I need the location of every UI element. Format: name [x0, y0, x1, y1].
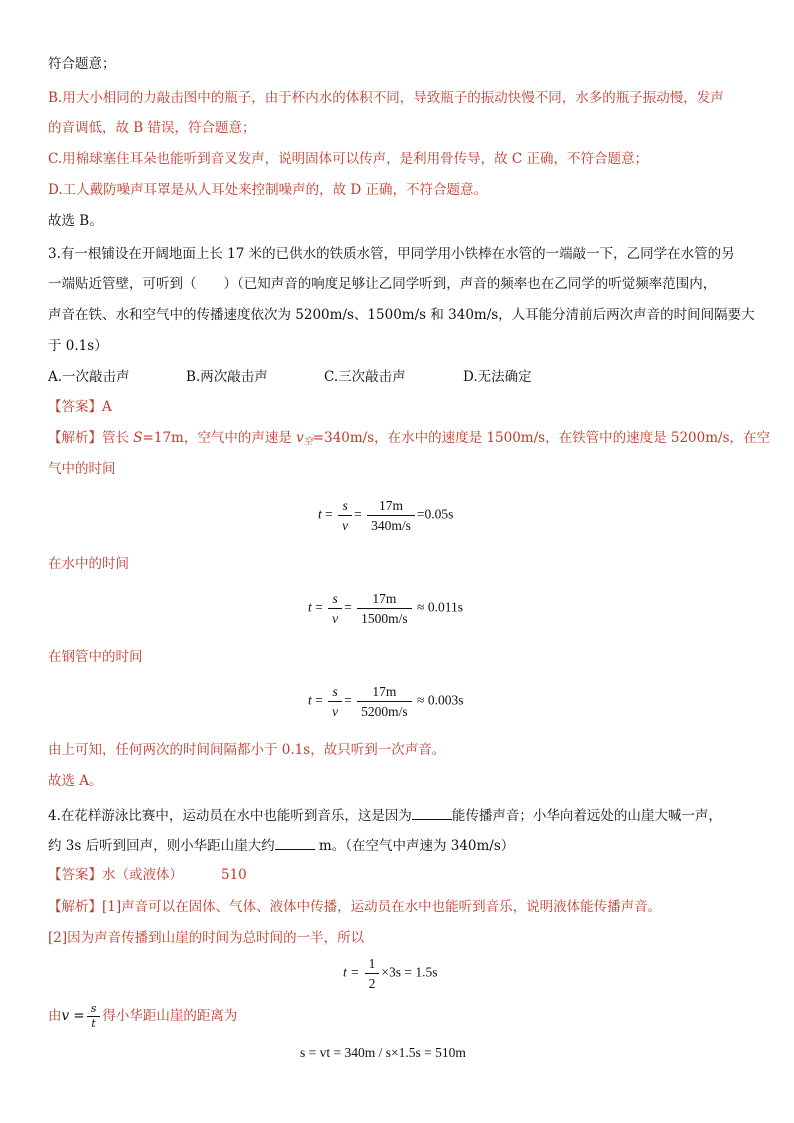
analysis-text: 由 [48, 1008, 62, 1024]
formula-v: v = [61, 1008, 85, 1024]
denominator: 5200m/s [361, 704, 408, 719]
formula-result: ≈ 0.011s [417, 599, 463, 615]
numerator: s [328, 683, 342, 702]
question-text: m。（在空气中声速为 340m/s） [314, 838, 515, 854]
answer-tag: 【答案】 [48, 399, 102, 415]
option-a: A.一次敲击声 [48, 369, 130, 385]
numerator: s [328, 590, 342, 609]
fraction [357, 590, 412, 627]
analysis-text: =17m，空气中的声速是 [142, 430, 297, 446]
analysis-line: [2]因为声音传播到山崖的时间为总时间的一半，所以 [48, 930, 365, 946]
formula-t: t [308, 692, 312, 708]
formula-result: ×3s = 1.5s [381, 964, 438, 980]
fraction [367, 497, 415, 534]
section-label: 在水中的时间 [48, 556, 129, 572]
analysis-line [48, 898, 661, 916]
formula-t: t [308, 599, 312, 615]
text-line: 故选 B。 [48, 213, 103, 229]
question-text: 能传播声音；小华向着远处的山崖大喊一声， [451, 808, 722, 824]
fraction [328, 683, 342, 720]
option-c: C.三次敲击声 [324, 369, 406, 385]
denominator: v [342, 518, 349, 533]
formula-result: ≈ 0.003s [417, 692, 464, 708]
symbol-v: v [296, 430, 304, 446]
answer-blank-2 [275, 835, 315, 850]
formula-half-time [343, 955, 437, 992]
denominator: 2 [368, 976, 376, 991]
answer-blank-1 [412, 805, 452, 820]
analysis-line: 气中的时间 [48, 461, 116, 477]
question-text: 4.在花样游泳比赛中，运动员在水中也能听到音乐，这是因为 [48, 808, 412, 824]
answer-row [48, 866, 247, 884]
analysis-line [48, 1003, 237, 1030]
formula-t: t = [343, 964, 360, 980]
text-line: C.用棉球塞住耳朵也能听到音叉发声，说明固体可以传声，是利用骨传导，故 C 正确，不符合题意； [48, 151, 649, 167]
denominator: 1500m/s [361, 611, 408, 626]
fraction [338, 497, 352, 534]
formula-water-time: t = $\frac{s}{v}$ = $\frac{17m}{1500m/s}$ ≈ 0.011s [308, 591, 463, 626]
symbol-s: S [133, 430, 143, 446]
numerator: 1 [365, 955, 380, 974]
answer-row [48, 398, 112, 416]
numerator: s [338, 497, 352, 516]
analysis-tag: 【解析】 [48, 430, 102, 446]
answer-value: 510 [221, 867, 247, 883]
denominator: v [332, 611, 339, 626]
fraction [328, 590, 342, 627]
text-line: 的音调低，故 B 错误，符合题意； [48, 120, 256, 136]
fraction [357, 683, 412, 720]
question-4-text [48, 805, 722, 825]
fraction [87, 1003, 101, 1030]
formula-steel-time: t = $\frac{s}{v}$ = $\frac{17m}{5200m/s}$ ≈ 0.003s [308, 684, 464, 719]
answer-value: A [102, 399, 112, 415]
option-b: B.两次敲击声 [186, 369, 268, 385]
analysis-line [48, 429, 770, 451]
denominator: t [91, 1017, 96, 1030]
text-line: D.工人戴防噪声耳罩是从人耳处来控制噪声的，故 D 正确，不符合题意。 [48, 182, 488, 198]
choose-line: 故选 A。 [48, 773, 103, 789]
text-line: 符合题意； [48, 56, 116, 72]
question-text: 约 3s 后听到回声，则小华距山崖大约 [48, 838, 275, 854]
numerator: 17m [367, 497, 415, 516]
formula-air-time: t = $\frac{s}{v}$ = $\frac{17m}{340m/s}$ =0.05s [318, 498, 454, 533]
text-line: B.用大小相同的力敲击图中的瓶子，由于杯内水的体积不同，导致瓶子的振动快慢不同，水多的瓶子振动慢，发声 [48, 90, 724, 106]
analysis-text: =340m/s，在水中的速度是 1500m/s，在铁管中的速度是 5200m/s，在空 [312, 430, 771, 446]
question-3-text: 一端贴近管壁，可听到（ ）（已知声音的响度足够让乙同学听到，声音的频率也在乙同学的听觉频率范围内， [48, 276, 717, 292]
numerator: 17m [357, 683, 412, 702]
analysis-text: 得小华距山崖的距离为 [102, 1008, 238, 1024]
question-4-text [48, 835, 514, 855]
section-label: 在钢管中的时间 [48, 649, 143, 665]
formula-result: =0.05s [416, 506, 454, 522]
answer-value: 水（或液体） [102, 867, 183, 883]
question-3-text: 声音在铁、水和空气中的传播速度依次为 5200m/s、1500m/s 和 340m/s，人耳能分清前后两次声音的时间间隔要大 [48, 307, 755, 323]
question-3-text: 于 0.1s） [48, 338, 108, 354]
conclusion-line: 由上可知，任何两次的时间间隔都小于 0.1s，故只听到一次声音。 [48, 742, 446, 758]
analysis-text: [1]声音可以在固体、气体、液体中传播，运动员在水中也能听到音乐，说明液体能传播声音。 [102, 899, 662, 915]
formula-t: t [318, 506, 322, 522]
numerator: 17m [357, 590, 412, 609]
option-d: D.无法确定 [463, 369, 532, 385]
numerator: s [87, 1003, 101, 1017]
fraction [365, 955, 380, 992]
denominator: 340m/s [371, 518, 411, 533]
subscript: 空 [303, 437, 313, 447]
denominator: v [332, 704, 339, 719]
question-3-text: 3.有一根铺设在开阔地面上长 17 米的已供水的铁质水管，甲同学用小铁棒在水管的一端敲一下，乙同学在水管的另 [48, 246, 735, 262]
analysis-tag: 【解析】 [48, 899, 102, 915]
answer-tag: 【答案】 [48, 867, 102, 883]
analysis-text: 管长 [102, 430, 134, 446]
formula-distance: s = vt = 340m / s×1.5s = 510m [300, 1045, 466, 1060]
